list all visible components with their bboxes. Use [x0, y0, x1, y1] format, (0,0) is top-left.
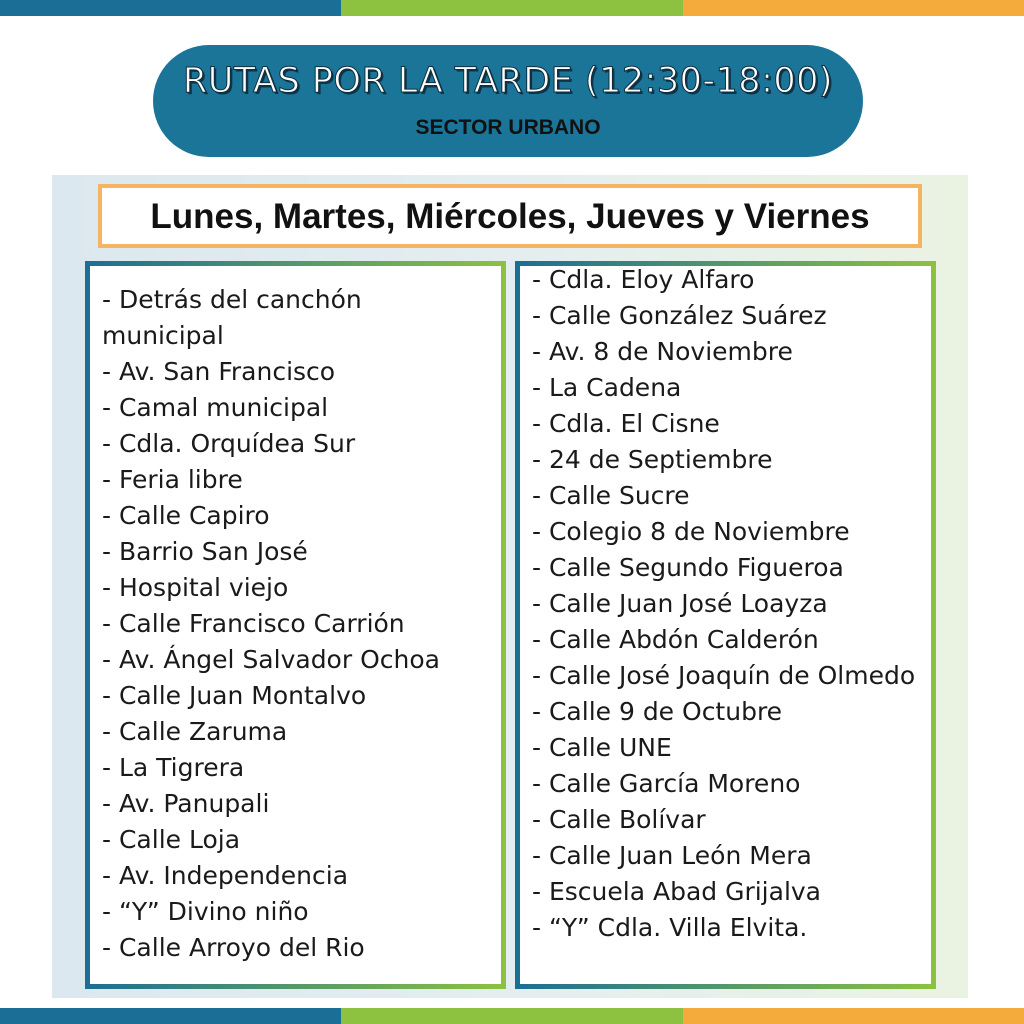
- page-subtitle: SECTOR URBANO: [415, 116, 601, 139]
- days-label: Lunes, Martes, Miércoles, Jueves y Viernes: [150, 197, 870, 236]
- route-item: - Av. 8 de Noviembre: [532, 337, 793, 366]
- route-item: - Calle Juan León Mera: [532, 841, 812, 870]
- route-item: - Barrio San José: [102, 537, 308, 566]
- route-list-left: [85, 261, 506, 989]
- stripe-segment-blue: [0, 1008, 341, 1024]
- stripe-segment-blue: [0, 0, 341, 16]
- route-item: - Calle Segundo Figueroa: [532, 553, 844, 582]
- route-items-right: [520, 262, 931, 946]
- stripe-segment-orange: [683, 1008, 1024, 1024]
- route-item: - Calle Abdón Calderón: [532, 625, 819, 654]
- route-list-right: [515, 261, 936, 989]
- route-item: - Calle Juan José Loayza: [532, 589, 828, 618]
- route-item: - Av. San Francisco: [102, 357, 336, 386]
- route-item: - “Y” Cdla. Villa Elvita.: [532, 913, 808, 942]
- route-item: - Av. Panupali: [102, 789, 270, 818]
- route-item: - La Tigrera: [102, 753, 245, 782]
- stripe-segment-green: [341, 1008, 682, 1024]
- route-item: - Av. Ángel Salvador Ochoa: [102, 645, 440, 674]
- route-item: - Calle Bolívar: [532, 805, 706, 834]
- route-item: - Camal municipal: [102, 393, 329, 422]
- bottom-color-stripe: [0, 1008, 1024, 1024]
- route-item: - Calle Loja: [102, 825, 241, 854]
- route-item: - Av. Independencia: [102, 861, 349, 890]
- route-item: - Calle García Moreno: [532, 769, 801, 798]
- route-item: - Hospital viejo: [102, 573, 289, 602]
- route-item: - Colegio 8 de Noviembre: [532, 517, 850, 546]
- route-item: - Cdla. Eloy Alfaro: [532, 265, 755, 294]
- stripe-segment-green: [341, 0, 682, 16]
- route-item: - Calle González Suárez: [532, 301, 827, 330]
- route-item: - Feria libre: [102, 465, 243, 494]
- days-banner: [98, 184, 922, 248]
- route-item: - Escuela Abad Grijalva: [532, 877, 822, 906]
- route-item: - Calle Juan Montalvo: [102, 681, 367, 710]
- route-item: - Calle Sucre: [532, 481, 690, 510]
- page-title: RUTAS POR LA TARDE (12:30-18:00): [182, 61, 834, 101]
- route-item: - 24 de Septiembre: [532, 445, 773, 474]
- route-item: - Calle Capiro: [102, 501, 270, 530]
- route-item: - Calle Francisco Carrión: [102, 609, 405, 638]
- top-color-stripe: [0, 0, 1024, 16]
- route-item: - Detrás del canchón municipal: [102, 285, 362, 350]
- stripe-segment-orange: [683, 0, 1024, 16]
- route-item: - Calle UNE: [532, 733, 672, 762]
- route-item: - Calle José Joaquín de Olmedo: [532, 661, 916, 690]
- route-item: - Calle Arroyo del Rio: [102, 933, 365, 962]
- route-items-left: [90, 266, 501, 966]
- route-item: - Cdla. Orquídea Sur: [102, 429, 356, 458]
- title-banner: [153, 45, 863, 157]
- route-item: - Calle Zaruma: [102, 717, 288, 746]
- route-item: - La Cadena: [532, 373, 682, 402]
- route-item: - “Y” Divino niño: [102, 897, 309, 926]
- route-item: - Cdla. El Cisne: [532, 409, 720, 438]
- route-item: - Calle 9 de Octubre: [532, 697, 783, 726]
